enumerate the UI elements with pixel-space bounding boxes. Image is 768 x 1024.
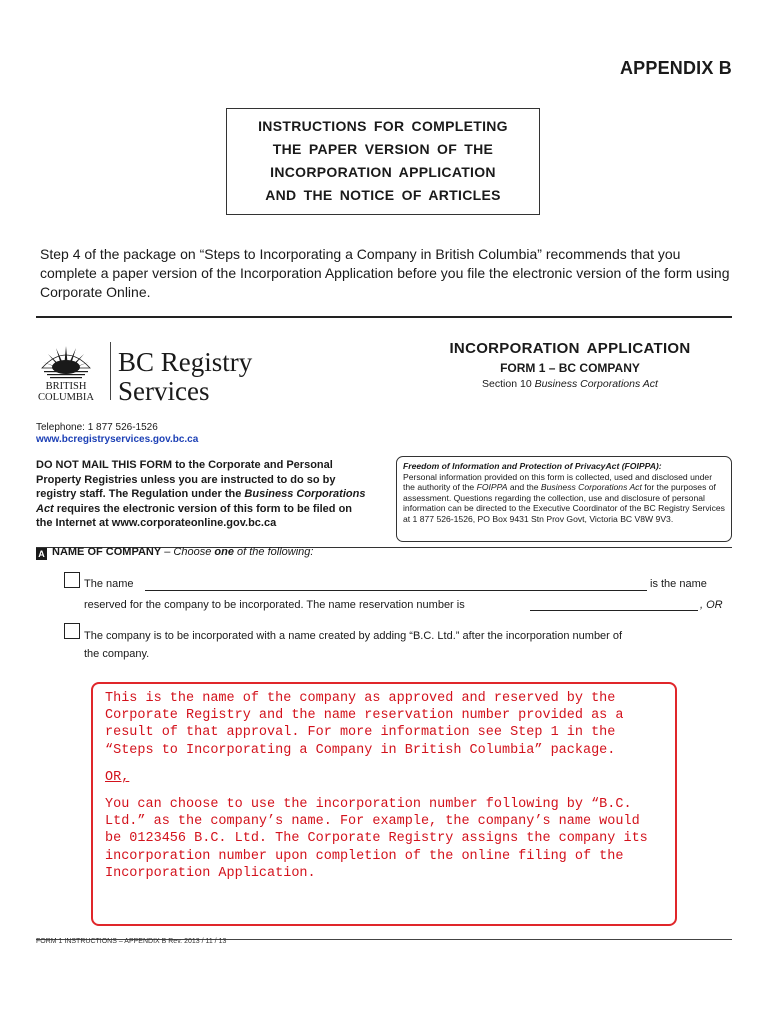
foippa-body — [403, 472, 725, 525]
foippa-text: for the purposes of assessment. Questions regarding the collection, use and disclosure of personal information can be directed to the Executive Coordinator of the BC Registry Services at 1 877 526-1526, PO Box 9431 Stn Prov Govt, Victoria BC V8W 9V3. — [403, 482, 725, 524]
mail-notice-act: Business Corporations Act — [36, 488, 366, 515]
top-divider — [36, 316, 732, 318]
section-a-heading — [52, 546, 313, 558]
section-heading-following: of the following: — [233, 546, 314, 558]
logo-text-bc-registry: BC Registry — [118, 347, 253, 377]
section-a-badge: A — [36, 548, 47, 560]
form-subtitle: FORM 1 – BC COMPANY — [500, 361, 640, 375]
option1-line2: reserved for the company to be incorporated. The name reservation number is — [84, 599, 465, 611]
section-heading-dash: – — [161, 546, 174, 558]
option2-line2: the company. — [84, 648, 150, 660]
form-section-ref — [410, 378, 730, 390]
mail-notice-part1: DO NOT MAIL THIS FORM to the Corporate and Personal Property Registries unless you are instructed to do so by registry staff. The Regulation under the — [36, 459, 336, 500]
bc-sun-icon — [42, 346, 90, 378]
telephone-text: Telephone: 1 877 526-1526 — [36, 422, 158, 433]
foippa-notice-box — [396, 456, 732, 542]
logo-text-services: Services — [118, 376, 210, 402]
section-act: Business Corporations Act — [534, 378, 658, 390]
section-heading-text: NAME OF COMPANY — [52, 546, 162, 558]
logo-text-columbia: COLUMBIA — [38, 392, 95, 402]
instructions-line: THE PAPER VERSION OF THE — [272, 141, 494, 157]
foippa-text: and the — [507, 482, 541, 493]
option-reserved-name-checkbox[interactable] — [64, 572, 80, 588]
intro-paragraph: Step 4 of the package on “Steps to Incorporating a Company in British Columbia” recommends that you complete a paper version of the Incorporation Application before you file the electronic version of the form using Corporate Online. — [40, 246, 730, 300]
instructions-line: INSTRUCTIONS FOR COMPLETING — [258, 118, 508, 134]
company-name-field[interactable] — [145, 590, 647, 591]
logo-text-british: BRITISH — [45, 381, 87, 392]
option1-prefix: The name — [84, 578, 134, 590]
instructions-line: INCORPORATION APPLICATION — [270, 164, 496, 180]
foippa-act: Business Corporations Act — [540, 482, 642, 493]
option2-line1: The company is to be incorporated with a name created by adding “B.C. Ltd.” after the incorporation number of — [84, 630, 623, 642]
foippa-title: Freedom of Information and Protection of PrivacyAct (FOIPPA): — [403, 461, 662, 471]
form-title: INCORPORATION APPLICATION — [449, 340, 691, 357]
mail-notice-part2: requires the electronic version of this form to be filed on the Internet at www.corporateonline.gov.bc.ca — [36, 502, 353, 529]
note-paragraph-2: You can choose to use the incorporation number following by “B.C. Ltd.” as the company’s name. For example, the company’s name would be 0123456 B.C. Ltd. The Corporate Registry assigns the company its incorporation number upon completion of the online filing of the Incorporation Application. — [105, 797, 648, 881]
section-heading-one: one — [214, 546, 234, 558]
option1-suffix: is the name — [650, 578, 707, 590]
foippa-text: Personal information provided on this form is collected, used and disclosed under the authority of the — [403, 471, 713, 493]
section-prefix: Section 10 — [482, 378, 535, 390]
footer-text: FORM 1 INSTRUCTIONS – APPENDIX B Rev. 2013 / 11 / 13 — [36, 938, 227, 945]
option-numbered-company-checkbox[interactable] — [64, 623, 80, 639]
instructions-line: AND THE NOTICE OF ARTICLES — [265, 187, 501, 203]
foippa-abbrev: FOIPPA — [476, 482, 508, 493]
bc-registry-logo — [38, 338, 268, 402]
note-paragraph-1: This is the name of the company as approved and reserved by the Corporate Registry and the name reservation number provided as a result of that approval. For more information see Step 1 in the “Steps to Incorporating a Company in British Columbia” package. — [105, 691, 624, 758]
name-reservation-number-field[interactable] — [530, 610, 698, 611]
do-not-mail-notice — [36, 458, 366, 531]
name-explanation-note — [91, 682, 677, 926]
note-or: OR, — [105, 769, 130, 785]
appendix-label: APPENDIX B — [619, 58, 732, 78]
website-link[interactable]: www.bcregistryservices.gov.bc.ca — [36, 434, 199, 445]
instructions-title-box — [226, 108, 540, 215]
option1-or: , OR — [700, 599, 723, 611]
section-heading-choose: Choose — [173, 546, 215, 558]
